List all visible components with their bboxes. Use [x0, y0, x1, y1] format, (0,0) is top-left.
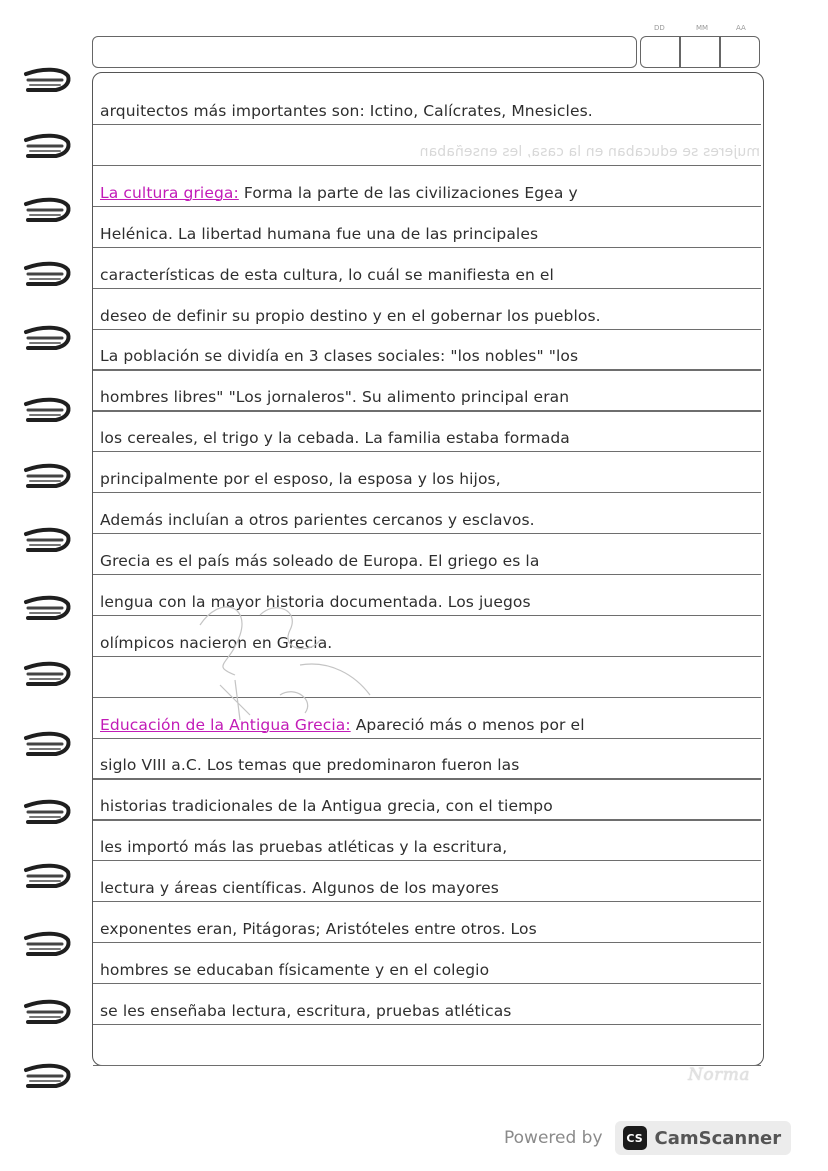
text-line: [100, 179, 760, 207]
text-segment: La población se dividía en 3 clases sociales: "los nobles" "los: [100, 347, 579, 366]
spiral-ring: [22, 660, 72, 692]
spiral-ring: [22, 132, 72, 164]
camscanner-logo-icon: CS: [623, 1126, 647, 1150]
text-line: [100, 506, 760, 534]
text-line: [100, 424, 760, 452]
date-label-month: MM: [696, 24, 709, 32]
text-line: [100, 261, 760, 289]
section-heading: La cultura griega:: [100, 183, 239, 202]
text-segment: arquitectos más importantes son: Ictino, Calícrates, Mnesicles.: [100, 102, 593, 120]
text-segment: siglo VIII a.C. Los temas que predominaron fueron las: [100, 756, 520, 775]
text-line: [100, 751, 760, 779]
spiral-ring: [22, 526, 72, 558]
text-segment: mujeres se educaban en la casa, les enseñaban: [419, 143, 760, 160]
section-heading: Educación de la Antigua Grecia:: [100, 715, 351, 734]
text-line: [100, 342, 760, 370]
text-segment: deseo de definir su propio destino y en el gobernar los pueblos.: [100, 306, 601, 325]
text-line: [100, 915, 760, 943]
spiral-ring: [22, 862, 72, 894]
text-line: [100, 956, 760, 984]
text-segment: lectura y áreas científicas. Algunos de los mayores: [100, 879, 499, 898]
spiral-ring: [22, 324, 72, 356]
text-segment: historias tradicionales de la Antigua grecia, con el tiempo: [100, 797, 553, 816]
spiral-ring: [22, 396, 72, 428]
text-segment: olímpicos nacieron en Grecia.: [100, 633, 333, 652]
text-segment: exponentes eran, Pitágoras; Aristóteles entre otros. Los: [100, 920, 537, 938]
spiral-ring: [22, 798, 72, 830]
pencil-doodle: [180, 585, 400, 725]
date-box-divider: [679, 37, 681, 67]
spiral-ring: [22, 730, 72, 762]
spiral-ring: [22, 196, 72, 228]
camscanner-name: CamScanner: [654, 1127, 782, 1149]
text-segment: características de esta cultura, lo cuál se manifiesta en el: [100, 265, 554, 284]
text-segment: Helénica. La libertad humana fue una de las principales: [100, 224, 539, 243]
text-segment: hombres libres" "Los jornaleros". Su alimento principal eran: [100, 388, 570, 407]
spiral-ring: [22, 594, 72, 626]
camscanner-badge: [615, 1121, 792, 1155]
text-line: [100, 302, 760, 330]
text-line: [100, 792, 760, 820]
powered-by-label: Powered by: [504, 1128, 603, 1148]
text-line: [100, 874, 760, 902]
text-segment: Además incluían a otros parientes cercanos y esclavos.: [100, 511, 535, 529]
spiral-ring: [22, 66, 72, 98]
bleed-through-line: [100, 138, 760, 166]
text-line: [100, 465, 760, 493]
camscanner-footer: [504, 1118, 791, 1158]
text-line: [100, 547, 760, 575]
text-line: [100, 97, 760, 125]
text-segment: hombres se educaban físicamente y en el colegio: [100, 960, 490, 979]
text-segment: los cereales, el trigo y la cebada. La familia estaba formada: [100, 429, 570, 448]
text-segment: lengua con la mayor historia documentada. Los juegos: [100, 592, 531, 611]
spiral-ring: [22, 998, 72, 1030]
spiral-ring: [22, 930, 72, 962]
text-line: [100, 220, 760, 248]
text-segment: Grecia es el país más soleado de Europa. El griego es la: [100, 551, 540, 570]
text-line: [100, 997, 760, 1025]
spiral-ring: [22, 1062, 72, 1094]
date-box: [640, 36, 760, 68]
ruled-line: [93, 1065, 761, 1066]
text-segment: Apareció más o menos por el: [350, 715, 585, 734]
date-box-divider: [719, 37, 721, 67]
text-segment: Forma la parte de las civilizaciones Egea y: [238, 183, 578, 202]
title-box: [92, 36, 637, 68]
text-line: [100, 833, 760, 861]
date-labels: [640, 24, 760, 36]
text-segment: principalmente por el esposo, la esposa y los hijos,: [100, 470, 501, 489]
text-line: [100, 383, 760, 411]
spiral-ring: [22, 260, 72, 292]
date-label-day: DD: [654, 24, 665, 32]
spiral-ring: [22, 462, 72, 494]
text-segment: se les enseñaba lectura, escritura, pruebas atléticas: [100, 1001, 512, 1020]
text-segment: les importó más las pruebas atléticas y la escritura,: [100, 838, 508, 857]
date-label-year: AA: [736, 24, 746, 32]
notebook-brand: Norma: [688, 1065, 750, 1085]
